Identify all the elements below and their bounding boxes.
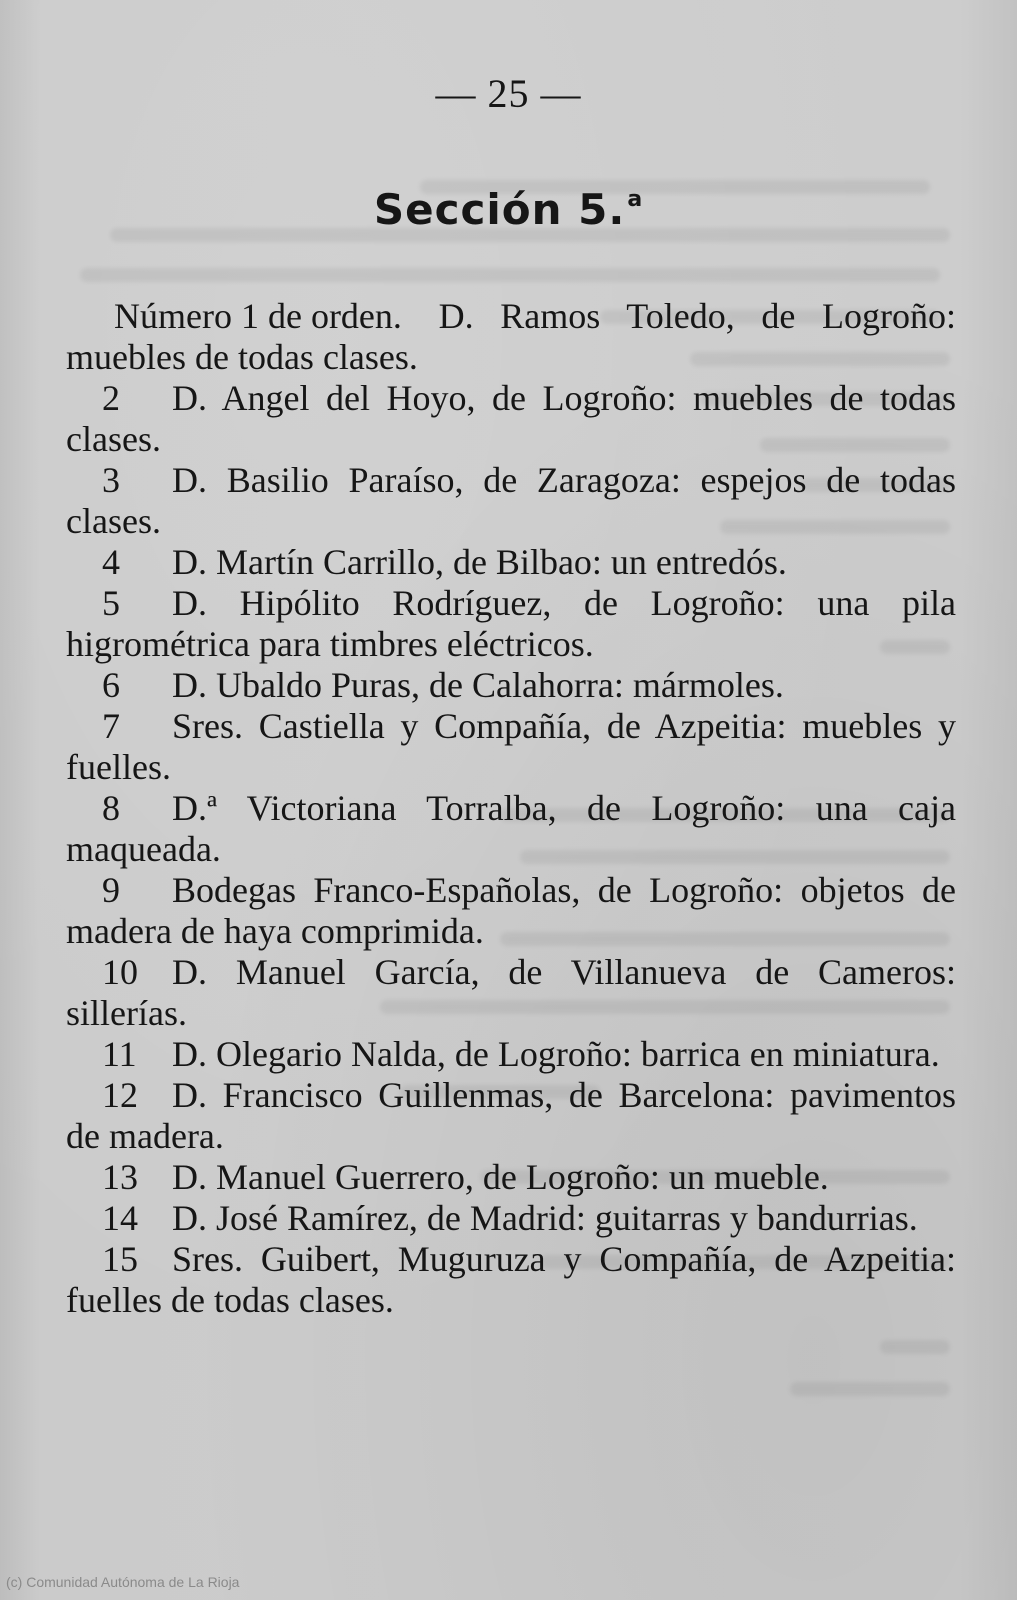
list-item xyxy=(66,870,956,952)
entry-text: D. Hipólito Rodríguez, de Logroño: una pila higrométrica para timbres eléctricos. xyxy=(66,583,956,664)
section-title-text: Sección 5. xyxy=(373,185,626,234)
entry-number: 10 xyxy=(102,952,138,992)
entry-number: Número 1 de orden. xyxy=(114,296,402,336)
entry-text: D. Manuel García, de Villanueva de Cameros: sillerías. xyxy=(66,952,956,1033)
entry-number: 11 xyxy=(102,1034,137,1074)
list-item xyxy=(66,1034,956,1075)
entry-text: D. Angel del Hoyo, de Logroño: muebles de todas clases. xyxy=(66,378,956,459)
entry-text: Bodegas Franco-Españolas, de Logroño: objetos de madera de haya comprimida. xyxy=(66,870,956,951)
exhibitor-list xyxy=(66,296,956,1321)
entry-number: 15 xyxy=(102,1239,138,1279)
copyright-notice: (c) Comunidad Autónoma de La Rioja xyxy=(6,1574,240,1590)
entry-number: 4 xyxy=(102,542,120,582)
list-item xyxy=(66,1075,956,1157)
entry-text: D. Francisco Guillenmas, de Barcelona: pavimentos de madera. xyxy=(66,1075,956,1156)
entry-number: 2 xyxy=(102,378,120,418)
list-item xyxy=(66,583,956,665)
list-item xyxy=(66,1157,956,1198)
entry-number: 6 xyxy=(102,665,120,705)
entry-text: D.ª Victoriana Torralba, de Logroño: una caja maqueada. xyxy=(66,788,956,869)
entry-number: 9 xyxy=(102,870,120,910)
section-title xyxy=(0,185,1017,234)
list-item xyxy=(66,952,956,1034)
list-item xyxy=(66,296,956,378)
entry-number: 8 xyxy=(102,788,120,828)
entry-text: Sres. Guibert, Muguruza y Compañía, de Azpeitia: fuelles de todas clases. xyxy=(66,1239,956,1320)
list-item xyxy=(66,1198,956,1239)
entry-number: 7 xyxy=(102,706,120,746)
page-number: — 25 — xyxy=(435,71,582,116)
entry-number: 5 xyxy=(102,583,120,623)
entry-text: D. Martín Carrillo, de Bilbao: un entredós. xyxy=(172,542,787,582)
entry-text: D. Basilio Paraíso, de Zaragoza: espejos de todas clases. xyxy=(66,460,956,541)
list-item xyxy=(66,788,956,870)
section-title-superscript: a xyxy=(627,187,644,212)
entry-number: 3 xyxy=(102,460,120,500)
entry-number: 14 xyxy=(102,1198,138,1238)
entry-text: D. Ramos Toledo, de Logroño: muebles de todas clases. xyxy=(66,296,957,377)
entry-number: 13 xyxy=(102,1157,138,1197)
list-item xyxy=(66,542,956,583)
list-item xyxy=(66,378,956,460)
list-item xyxy=(66,1239,956,1321)
entry-text: D. Ubaldo Puras, de Calahorra: mármoles. xyxy=(172,665,784,705)
entry-text: Sres. Castiella y Compañía, de Azpeitia: muebles y fuelles. xyxy=(66,706,956,787)
entry-text: D. José Ramírez, de Madrid: guitarras y bandurrias. xyxy=(172,1198,918,1238)
entry-text: D. Olegario Nalda, de Logroño: barrica en miniatura. xyxy=(172,1034,940,1074)
entry-text: D. Manuel Guerrero, de Logroño: un mueble. xyxy=(172,1157,829,1197)
list-item xyxy=(66,460,956,542)
list-item xyxy=(66,665,956,706)
list-item xyxy=(66,706,956,788)
entry-number: 12 xyxy=(102,1075,138,1115)
